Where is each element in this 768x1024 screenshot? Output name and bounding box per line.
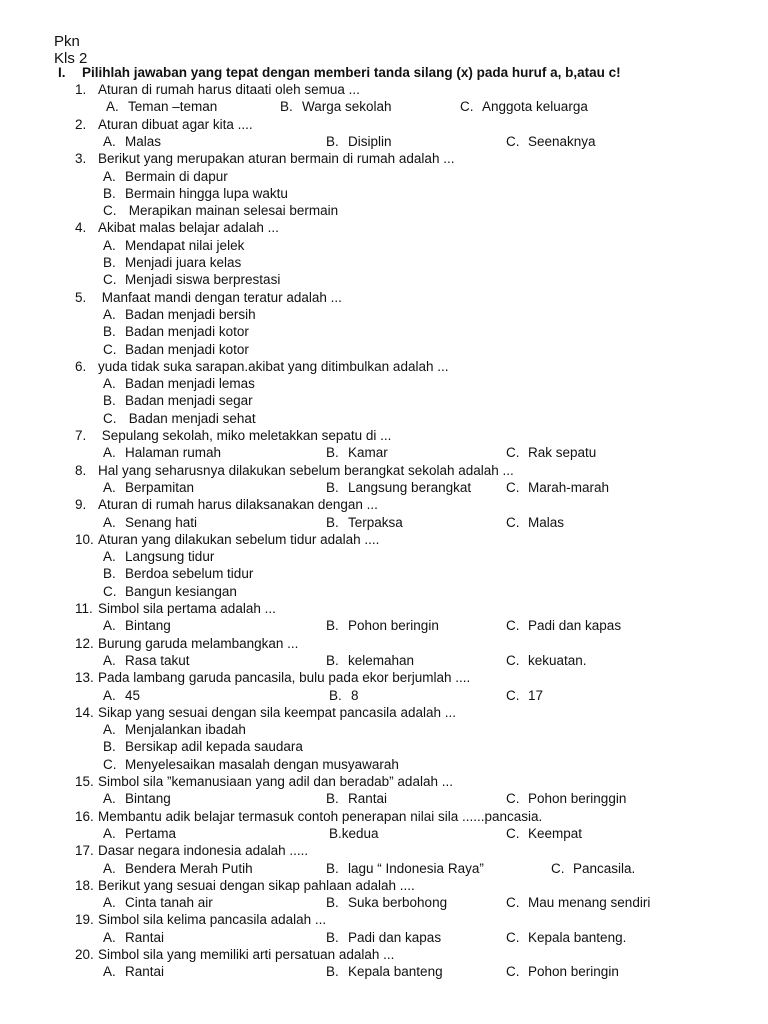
option-text: Mendapat nilai jelek bbox=[125, 237, 245, 253]
option-text: Badan menjadi kotor bbox=[125, 341, 249, 357]
question-17 bbox=[75, 843, 715, 859]
option-1-a[interactable] bbox=[106, 99, 217, 115]
option-17-b[interactable] bbox=[326, 861, 484, 877]
option-2-b[interactable] bbox=[326, 134, 392, 150]
option-2-c[interactable] bbox=[506, 134, 596, 150]
option-14-b[interactable] bbox=[103, 739, 303, 755]
option-letter: A. bbox=[103, 687, 116, 703]
option-text: Pohon beringin bbox=[528, 964, 619, 980]
question-number: 3. bbox=[75, 151, 87, 167]
question-text: Pada lambang garuda pancasila, bulu pada ekor berjumlah .... bbox=[98, 670, 471, 686]
option-letter: C. bbox=[506, 825, 520, 841]
option-text: Badan menjadi lemas bbox=[125, 376, 255, 392]
option-text: Keempat bbox=[528, 825, 583, 841]
option-text: Rantai bbox=[348, 791, 388, 807]
option-3-c[interactable] bbox=[103, 203, 338, 219]
instruction-text: Pilihlah jawaban yang tepat dengan memberi tanda silang (x) pada huruf a, b,atau c! bbox=[82, 65, 621, 80]
option-19-c[interactable] bbox=[506, 930, 626, 946]
question-text: Dasar negara indonesia adalah ..... bbox=[98, 843, 309, 859]
question-number: 4. bbox=[75, 220, 87, 236]
option-4-c[interactable] bbox=[103, 272, 280, 288]
option-6-a[interactable] bbox=[103, 376, 255, 392]
option-text: 17 bbox=[528, 687, 544, 703]
question-number: 14. bbox=[75, 704, 94, 720]
option-text: Bintang bbox=[125, 791, 171, 807]
option-text: Bangun kesiangan bbox=[125, 583, 237, 599]
option-letter: C. bbox=[551, 860, 565, 876]
option-letter: C. bbox=[506, 514, 520, 530]
option-letter: C. bbox=[103, 272, 117, 288]
question-1 bbox=[75, 82, 715, 98]
question-5 bbox=[75, 290, 715, 306]
option-letter: C. bbox=[103, 203, 117, 219]
question-text: Aturan yang dilakukan sebelum tidur adalah .... bbox=[98, 531, 380, 547]
option-letter: B. bbox=[326, 445, 339, 461]
option-8-b[interactable] bbox=[326, 480, 471, 496]
option-text: Marah-marah bbox=[528, 479, 610, 495]
option-text: Warga sekolah bbox=[302, 99, 392, 115]
option-text: Berdoa sebelum tidur bbox=[125, 566, 254, 582]
question-9 bbox=[75, 497, 715, 513]
question-text: Sepulang sekolah, miko meletakkan sepatu di ... bbox=[98, 428, 392, 443]
option-text: Menjadi siswa berprestasi bbox=[125, 272, 281, 288]
question-number: 2. bbox=[75, 116, 87, 132]
option-letter: A. bbox=[103, 825, 116, 841]
question-text: Simbol sila pertama adalah ... bbox=[98, 601, 276, 616]
option-20-a[interactable] bbox=[103, 964, 164, 980]
option-text: Menjadi juara kelas bbox=[125, 255, 242, 270]
option-9-a[interactable] bbox=[103, 515, 197, 531]
question-text: Manfaat mandi dengan teratur adalah ... bbox=[98, 289, 342, 305]
option-14-c[interactable] bbox=[103, 757, 399, 773]
option-letter: A. bbox=[103, 860, 116, 876]
option-text: Rak sepatu bbox=[528, 445, 597, 461]
option-11-a[interactable] bbox=[103, 618, 171, 634]
option-10-a[interactable] bbox=[103, 549, 214, 565]
question-text: Aturan di rumah harus ditaati oleh semua ... bbox=[98, 82, 360, 97]
option-letter: B.kedua bbox=[329, 825, 379, 841]
question-number: 10. bbox=[75, 531, 94, 547]
option-8-a[interactable] bbox=[103, 480, 194, 496]
option-letter: B. bbox=[326, 791, 339, 807]
option-18-b[interactable] bbox=[326, 895, 447, 911]
question-19 bbox=[75, 912, 715, 928]
question-number: 17. bbox=[75, 843, 94, 859]
option-letter: A. bbox=[103, 618, 116, 634]
option-text: Pancasila. bbox=[573, 860, 636, 876]
option-text: Kamar bbox=[348, 445, 388, 461]
option-letter: C. bbox=[506, 687, 520, 703]
option-text: Rantai bbox=[125, 964, 165, 980]
option-text: Berpamitan bbox=[125, 479, 195, 495]
option-text: Badan menjadi sehat bbox=[125, 410, 256, 426]
option-text: Teman –teman bbox=[128, 99, 218, 115]
option-letter: A. bbox=[103, 168, 116, 184]
option-text: Kepala banteng. bbox=[528, 929, 627, 945]
option-letter: A. bbox=[103, 237, 116, 253]
option-text: Disiplin bbox=[348, 133, 392, 149]
question-number: 16. bbox=[75, 808, 94, 824]
option-text: Menjalankan ibadah bbox=[125, 722, 246, 738]
option-letter: B. bbox=[103, 739, 116, 755]
option-text: Senang hati bbox=[125, 514, 198, 530]
option-text: Pohon beringgin bbox=[528, 791, 627, 807]
question-12 bbox=[75, 636, 715, 652]
option-text: Halaman rumah bbox=[125, 445, 222, 461]
option-letter: A. bbox=[103, 964, 116, 980]
option-text: Langsung tidur bbox=[125, 549, 215, 565]
option-text: 45 bbox=[125, 687, 141, 703]
option-7-c[interactable] bbox=[506, 445, 596, 461]
question-number: 5. bbox=[75, 289, 87, 305]
option-letter: B. bbox=[326, 479, 339, 495]
option-text: Rantai bbox=[125, 929, 165, 945]
option-text: Langsung berangkat bbox=[348, 479, 472, 495]
option-5-a[interactable] bbox=[103, 307, 256, 323]
option-letter: C. bbox=[506, 479, 520, 495]
option-11-c[interactable] bbox=[506, 618, 621, 634]
question-text: Akibat malas belajar adalah ... bbox=[98, 220, 279, 236]
option-16-a[interactable] bbox=[103, 826, 176, 842]
option-letter: B. bbox=[103, 255, 116, 270]
option-6-b[interactable] bbox=[103, 393, 253, 409]
option-letter: B. bbox=[326, 964, 339, 980]
option-letter: A. bbox=[103, 133, 116, 149]
question-number: 13. bbox=[75, 670, 94, 686]
question-text: Simbol sila yang memiliki arti persatuan adalah ... bbox=[98, 947, 395, 962]
option-letter: C. bbox=[506, 929, 520, 945]
option-3-a[interactable] bbox=[103, 169, 228, 185]
option-letter: B. bbox=[280, 99, 293, 115]
option-text: Badan menjadi bersih bbox=[125, 306, 256, 322]
option-text: Padi dan kapas bbox=[348, 929, 442, 945]
question-text: Hal yang seharusnya dilakukan sebelum berangkat sekolah adalah ... bbox=[98, 462, 514, 478]
option-2-a[interactable] bbox=[103, 134, 161, 150]
question-text: Simbol sila kelima pancasila adalah ... bbox=[98, 912, 327, 928]
question-text: Simbol sila ”kemanusiaan yang adil dan beradab” adalah ... bbox=[98, 774, 453, 789]
question-text: Aturan dibuat agar kita .... bbox=[98, 116, 253, 132]
option-1-b[interactable] bbox=[280, 99, 392, 115]
option-text: Kepala banteng bbox=[348, 964, 443, 980]
option-letter: A. bbox=[103, 791, 116, 807]
option-letter: B. bbox=[103, 393, 116, 409]
question-text: Berikut yang merupakan aturan bermain di rumah adalah ... bbox=[98, 151, 455, 167]
option-15-a[interactable] bbox=[103, 791, 171, 807]
option-10-c[interactable] bbox=[103, 584, 237, 600]
option-text: Malas bbox=[125, 133, 162, 149]
option-12-b[interactable] bbox=[326, 653, 414, 669]
option-14-a[interactable] bbox=[103, 722, 246, 738]
question-7 bbox=[75, 428, 715, 444]
question-number: 19. bbox=[75, 912, 94, 928]
option-letter: B. bbox=[326, 514, 339, 530]
option-5-b[interactable] bbox=[103, 324, 249, 340]
option-letter: C. bbox=[103, 410, 117, 426]
option-letter: B. bbox=[329, 687, 342, 703]
question-text: Berikut yang sesuai dengan sikap pahlaan adalah .... bbox=[98, 877, 415, 893]
option-letter: A. bbox=[103, 306, 116, 322]
option-12-a[interactable] bbox=[103, 653, 190, 669]
option-17-c[interactable] bbox=[551, 861, 635, 877]
option-text: kelemahan bbox=[348, 652, 415, 668]
question-13 bbox=[75, 670, 715, 686]
option-letter: A. bbox=[103, 929, 116, 945]
option-text: Menyelesaikan masalah dengan musyawarah bbox=[125, 756, 399, 772]
question-number: 12. bbox=[75, 635, 94, 651]
option-letter: A. bbox=[106, 99, 119, 115]
option-letter: C. bbox=[103, 341, 117, 357]
option-13-b[interactable] bbox=[329, 688, 359, 704]
section-number: I. bbox=[58, 65, 66, 80]
option-20-c[interactable] bbox=[506, 964, 619, 980]
option-10-b[interactable] bbox=[103, 566, 253, 582]
question-number: 7. bbox=[75, 428, 87, 443]
class-label: Kls 2 bbox=[54, 50, 88, 67]
option-text: Badan menjadi kotor bbox=[125, 324, 249, 340]
question-text: Sikap yang sesuai dengan sila keempat pancasila adalah ... bbox=[98, 704, 456, 720]
subject-title: Pkn bbox=[54, 33, 80, 50]
option-7-b[interactable] bbox=[326, 445, 388, 461]
option-letter: C. bbox=[103, 583, 117, 599]
option-text: Bintang bbox=[125, 618, 171, 634]
option-letter: A. bbox=[103, 549, 116, 565]
option-text: lagu “ Indonesia Raya” bbox=[348, 860, 484, 876]
question-8 bbox=[75, 463, 715, 479]
option-text: Bersikap adil kepada saudara bbox=[125, 739, 303, 755]
option-text: Anggota keluarga bbox=[482, 99, 588, 115]
option-18-c[interactable] bbox=[506, 895, 650, 911]
question-text: Burung garuda melambangkan ... bbox=[98, 635, 299, 651]
option-4-b[interactable] bbox=[103, 255, 241, 271]
question-text: Aturan di rumah harus dilaksanakan dengan ... bbox=[98, 497, 378, 513]
option-letter: B. bbox=[103, 566, 116, 582]
question-number: 18. bbox=[75, 877, 94, 893]
option-letter: C. bbox=[506, 791, 520, 807]
option-letter: B. bbox=[326, 133, 339, 149]
option-text: Bendera Merah Putih bbox=[125, 860, 253, 876]
option-letter: B. bbox=[326, 895, 339, 911]
option-19-a[interactable] bbox=[103, 930, 164, 946]
option-letter: B. bbox=[326, 860, 339, 876]
option-9-c[interactable] bbox=[506, 515, 564, 531]
question-text: Membantu adik belajar termasuk contoh penerapan nilai sila ......pancasia. bbox=[98, 808, 543, 824]
option-text: Merapikan mainan selesai bermain bbox=[125, 203, 339, 219]
option-11-b[interactable] bbox=[326, 618, 439, 634]
question-number: 8. bbox=[75, 462, 87, 478]
option-17-a[interactable] bbox=[103, 861, 253, 877]
option-letter: A. bbox=[103, 895, 116, 911]
option-12-c[interactable] bbox=[506, 653, 587, 669]
option-text: Cinta tanah air bbox=[125, 895, 213, 911]
option-4-a[interactable] bbox=[103, 238, 244, 254]
option-text: Mau menang sendiri bbox=[528, 895, 651, 911]
option-15-b[interactable] bbox=[326, 791, 387, 807]
option-letter: A. bbox=[103, 514, 116, 530]
option-text: Bermain hingga lupa waktu bbox=[125, 185, 288, 201]
option-6-c[interactable] bbox=[103, 411, 256, 427]
option-13-c[interactable] bbox=[506, 688, 543, 704]
question-3 bbox=[75, 151, 715, 167]
question-number: 1. bbox=[75, 82, 87, 97]
option-15-c[interactable] bbox=[506, 791, 626, 807]
option-1-c[interactable] bbox=[460, 99, 588, 115]
option-letter: C. bbox=[506, 618, 520, 634]
question-number: 20. bbox=[75, 947, 94, 962]
option-text: Pertama bbox=[125, 825, 177, 841]
option-letter: C. bbox=[506, 445, 520, 461]
option-letter: A. bbox=[103, 722, 116, 738]
option-16-b[interactable] bbox=[329, 826, 379, 842]
question-14 bbox=[75, 705, 715, 721]
question-number: 6. bbox=[75, 358, 87, 374]
option-19-b[interactable] bbox=[326, 930, 441, 946]
option-letter: B. bbox=[326, 618, 339, 634]
option-letter: A. bbox=[103, 445, 116, 461]
option-letter: A. bbox=[103, 376, 116, 392]
question-18 bbox=[75, 878, 715, 894]
question-10 bbox=[75, 532, 715, 548]
option-letter: B. bbox=[103, 185, 116, 201]
option-letter: B. bbox=[326, 929, 339, 945]
question-11 bbox=[75, 601, 715, 617]
option-letter: C. bbox=[506, 133, 520, 149]
option-8-c[interactable] bbox=[506, 480, 609, 496]
option-text: 8 bbox=[351, 687, 359, 703]
option-letter: A. bbox=[103, 652, 116, 668]
option-text: Malas bbox=[528, 514, 565, 530]
option-letter: B. bbox=[326, 652, 339, 668]
instruction bbox=[58, 65, 621, 80]
question-16 bbox=[75, 809, 715, 825]
option-text: Badan menjadi segar bbox=[125, 393, 253, 409]
option-letter: C. bbox=[506, 964, 520, 980]
question-15 bbox=[75, 774, 715, 790]
question-text: yuda tidak suka sarapan.akibat yang ditimbulkan adalah ... bbox=[98, 358, 449, 374]
question-number: 9. bbox=[75, 497, 87, 513]
option-text: Pohon beringin bbox=[348, 618, 439, 634]
option-18-a[interactable] bbox=[103, 895, 213, 911]
option-3-b[interactable] bbox=[103, 186, 288, 202]
question-4 bbox=[75, 220, 715, 236]
question-number: 11. bbox=[75, 601, 93, 616]
option-text: kekuatan. bbox=[528, 652, 587, 668]
question-2 bbox=[75, 117, 715, 133]
question-number: 15. bbox=[75, 774, 94, 789]
option-text: Bermain di dapur bbox=[125, 168, 228, 184]
question-6 bbox=[75, 359, 715, 375]
option-text: Padi dan kapas bbox=[528, 618, 622, 634]
option-letter: C. bbox=[103, 756, 117, 772]
option-text: Seenaknya bbox=[528, 133, 596, 149]
option-letter: A. bbox=[103, 479, 116, 495]
option-text: Suka berbohong bbox=[348, 895, 448, 911]
question-20 bbox=[75, 947, 715, 963]
option-20-b[interactable] bbox=[326, 964, 443, 980]
option-5-c[interactable] bbox=[103, 342, 249, 358]
option-letter: C. bbox=[506, 652, 520, 668]
option-16-c[interactable] bbox=[506, 826, 582, 842]
option-9-b[interactable] bbox=[326, 515, 403, 531]
option-letter: B. bbox=[103, 324, 116, 340]
option-7-a[interactable] bbox=[103, 445, 221, 461]
option-13-a[interactable] bbox=[103, 688, 140, 704]
option-letter: C. bbox=[460, 99, 474, 115]
option-letter: C. bbox=[506, 895, 520, 911]
option-text: Rasa takut bbox=[125, 652, 190, 668]
option-text: Terpaksa bbox=[348, 514, 403, 530]
